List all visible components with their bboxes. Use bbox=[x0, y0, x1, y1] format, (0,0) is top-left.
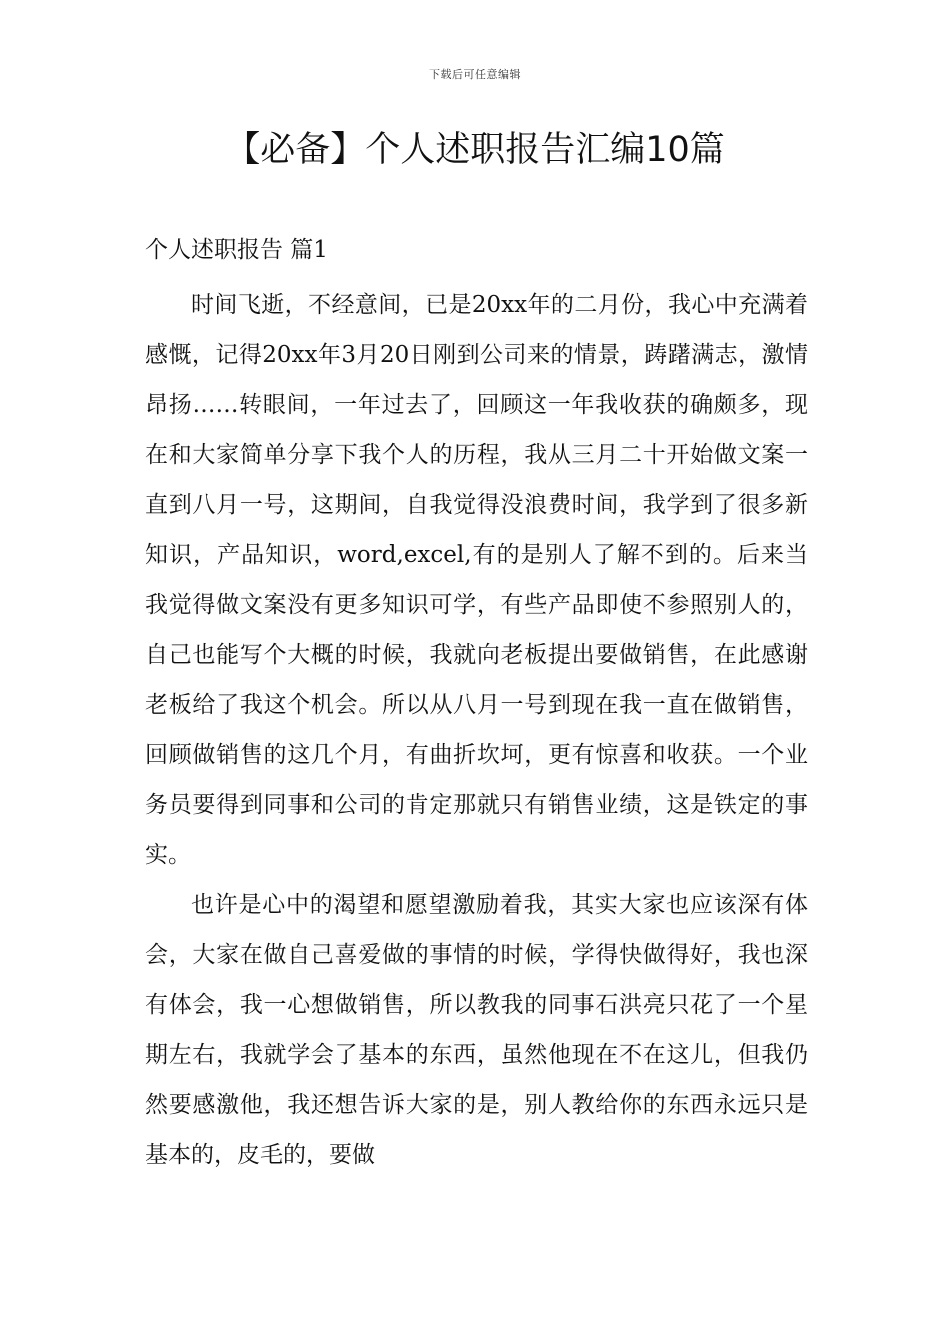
document-title: 【必备】个人述职报告汇编10篇 bbox=[225, 130, 725, 170]
header-note: 下载后可任意编辑 bbox=[429, 68, 521, 81]
section-heading: 个人述职报告 篇1 bbox=[145, 237, 328, 263]
paragraph-1: 时间飞逝，不经意间，已是20xx年的二月份，我心中充满着感慨，记得20xx年3月20日刚到公司来的情景，踌躇满志，激情昂扬……转眼间，一年过去了，回顾这一年我收获的确颇多，现在和大家简单分享下我个人的历程，我从三月二十开始做文案一直到八月一号，这期间，自我觉得没浪费时间，我学到了很多新知识，产品知识，word,excel,有的是别人了解不到的。后来当我觉得做文案没有更多知识可学，有些产品即使不参照别人的，自己也能写个大概的时候，我就向老板提出要做销售，在此感谢老板给了我这个机会。所以从八月一号到现在我一直在做销售，回顾做销售的这几个月，有曲折坎坷，更有惊喜和收获。一个业务员要得到同事和公司的肯定那就只有销售业绩，这是铁定的事实。 bbox=[145, 292, 808, 868]
body-text bbox=[145, 280, 808, 1180]
paragraph-2: 也许是心中的渴望和愿望激励着我，其实大家也应该深有体会，大家在做自己喜爱做的事情的时候，学得快做得好，我也深有体会，我一心想做销售，所以教我的同事石洪亮只花了一个星期左右，我就学会了基本的东西，虽然他现在不在这儿，但我仍然要感激他，我还想告诉大家的是，别人教给你的东西永远只是基本的，皮毛的，要做 bbox=[145, 892, 808, 1168]
